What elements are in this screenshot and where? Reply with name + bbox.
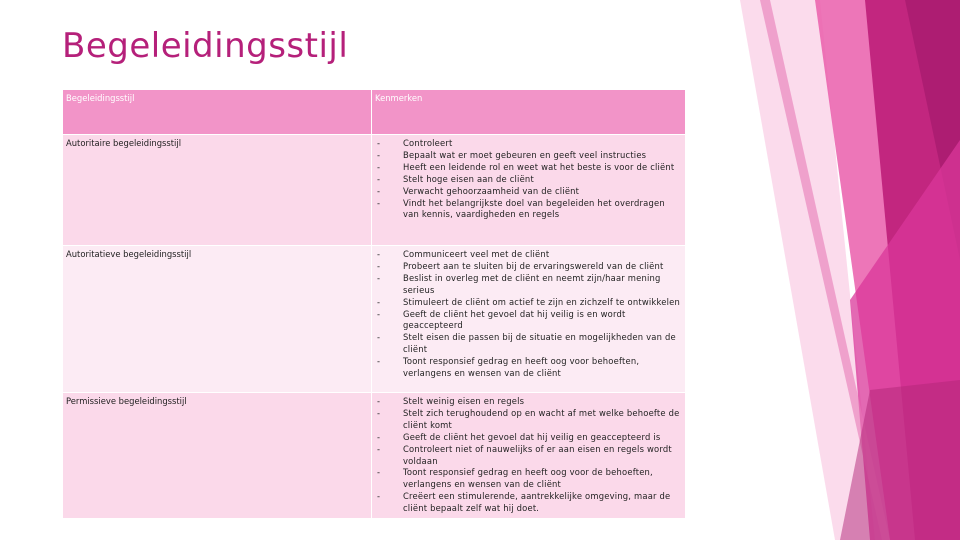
slide-title: Begeleidingsstijl <box>62 26 349 66</box>
list-item: - Stelt weinig eisen en regels <box>375 396 682 408</box>
list-item: - Communiceert veel met de cliënt <box>375 249 682 261</box>
stijl-cell: Autoritaire begeleidingsstijl <box>63 135 372 246</box>
decorative-shapes <box>700 0 960 540</box>
list-item: - Toont responsief gedrag en heeft oog voor behoeften, verlangens en wensen van de cliënt <box>375 356 682 380</box>
list-item: - Stimuleert de cliënt om actief te zijn en zichzelf te ontwikkelen <box>375 297 682 309</box>
table-row <box>63 135 686 246</box>
header-cell-kenmerken: Kenmerken <box>372 90 686 135</box>
header-cell-stijl: Begeleidingsstijl <box>63 90 372 135</box>
list-item: - Vindt het belangrijkste doel van begeleiden het overdragen van kennis, vaardigheden en regels <box>375 198 682 222</box>
kenmerken-list <box>375 138 682 221</box>
list-item: - Creëert een stimulerende, aantrekkelijke omgeving, maar de cliënt bepaalt zelf wat hij doet. <box>375 491 682 515</box>
table-header-row <box>63 90 686 135</box>
kenmerken-list <box>375 249 682 380</box>
table-row <box>63 246 686 393</box>
kenmerken-cell <box>372 246 686 393</box>
kenmerken-cell <box>372 135 686 246</box>
list-item: - Probeert aan te sluiten bij de ervaringswereld van de cliënt <box>375 261 682 273</box>
stijl-cell: Permissieve begeleidingsstijl <box>63 393 372 519</box>
kenmerken-cell <box>372 393 686 519</box>
list-item: - Geeft de cliënt het gevoel dat hij veilig is en wordt geaccepteerd <box>375 309 682 333</box>
list-item: - Bepaalt wat er moet gebeuren en geeft veel instructies <box>375 150 682 162</box>
list-item: - Heeft een leidende rol en weet wat het beste is voor de cliënt <box>375 162 682 174</box>
list-item: - Controleert <box>375 138 682 150</box>
begeleidingsstijl-table <box>62 89 686 519</box>
list-item: - Geeft de cliënt het gevoel dat hij veilig en geaccepteerd is <box>375 432 682 444</box>
table-row <box>63 393 686 519</box>
list-item: - Beslist in overleg met de cliënt en neemt zijn/haar mening serieus <box>375 273 682 297</box>
list-item: - Controleert niet of nauwelijks of er aan eisen en regels wordt voldaan <box>375 444 682 468</box>
list-item: - Stelt eisen die passen bij de situatie en mogelijkheden van de cliënt <box>375 332 682 356</box>
list-item: - Stelt hoge eisen aan de cliënt <box>375 174 682 186</box>
stijl-cell: Autoritatieve begeleidingsstijl <box>63 246 372 393</box>
list-item: - Toont responsief gedrag en heeft oog voor de behoeften, verlangens en wensen van de cliënt <box>375 467 682 491</box>
list-item: - Verwacht gehoorzaamheid van de cliënt <box>375 186 682 198</box>
list-item: - Stelt zich terughoudend op en wacht af met welke behoefte de cliënt komt <box>375 408 682 432</box>
kenmerken-list <box>375 396 682 515</box>
